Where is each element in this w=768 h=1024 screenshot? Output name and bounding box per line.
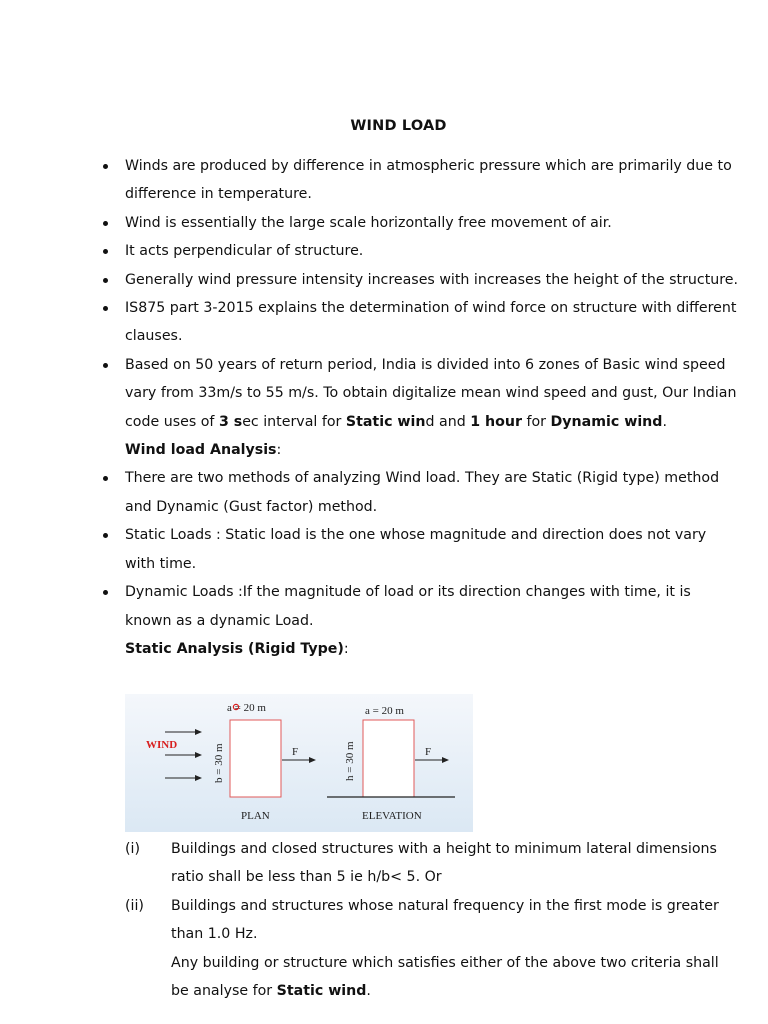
list-item-zones (100, 351, 740, 436)
list-item (100, 152, 740, 209)
heading-colon: : (276, 442, 282, 459)
heading-text: Static Analysis (Rigid Type) (125, 640, 344, 657)
list-item-text: Winds are produced by difference in atmospheric pressure which are primarily due to difference in temperature. (125, 158, 732, 203)
plan-building (230, 720, 281, 797)
bullet-dot (103, 363, 108, 368)
list-item (100, 209, 740, 237)
conclusion-text: Any building or structure which satisfies either of the above two criteria shall be analyse for (171, 954, 719, 1000)
list-item-text: IS875 part 3-2015 explains the determination of wind force on structure with different clauses. (125, 300, 737, 345)
criteria-item (125, 835, 725, 892)
zones-text: ec interval for (242, 413, 346, 430)
section-heading-analysis (100, 436, 740, 464)
list-item-text: There are two methods of analyzing Wind load. They are Static (Rigid type) method and Dynamic (Gust factor) method. (125, 470, 720, 515)
zones-text: for (521, 413, 551, 430)
elev-width-label: a = 20 m (365, 705, 404, 717)
zones-bold-dynamic: Dynamic wind (550, 413, 663, 430)
bullet-dot (103, 476, 108, 481)
heading-text: Wind load Analysis (125, 442, 277, 459)
page-title: WIND LOAD (350, 118, 447, 134)
list-item-text: Wind is essentially the large scale horizontally free movement of air. (125, 214, 612, 231)
section-heading-static (100, 635, 740, 663)
conclusion-end: . (366, 983, 371, 1000)
list-item-text: Dynamic Loads :If the magnitude of load or its direction changes with time, it is known as a dynamic Load. (125, 584, 691, 629)
elev-height-label: h = 30 m (344, 741, 356, 781)
bullet-dot (103, 278, 108, 283)
plan-height-label: b = 30 m (213, 743, 225, 783)
bullet-dot (103, 164, 108, 169)
plan-caption: PLAN (241, 810, 270, 822)
conclusion-bold: Static wind (276, 983, 367, 1000)
bullet-list (100, 152, 740, 663)
criteria-number: (i) (125, 841, 141, 857)
zones-bold-hour: 1 hour (470, 413, 522, 430)
plan-elevation-diagram (125, 694, 473, 832)
conclusion-paragraph (125, 949, 725, 1006)
heading-colon: : (343, 640, 349, 657)
list-item (100, 464, 740, 521)
criteria-item (125, 892, 725, 949)
list-item (100, 237, 740, 265)
criteria-number: (ii) (125, 897, 144, 914)
bullet-dot (103, 533, 108, 538)
zones-text: Based on 50 years of return period, India is divided into 6 zones of Basic wind speed vary from 33m/s to 55 m/s. To obtain digitalize mean wind speed and gust, Our Indian code uses of (125, 356, 737, 430)
elevation-caption: ELEVATION (362, 810, 422, 822)
plan-width-label: a = 20 m (227, 702, 266, 714)
list-item (100, 266, 740, 294)
list-item (100, 294, 740, 351)
elev-force-label: F (425, 746, 432, 758)
elevation-building (363, 720, 414, 797)
criteria-text: Buildings and structures whose natural frequency in the first mode is greater than 1.0 Hz. (171, 897, 719, 943)
zones-bold-static: Static win (345, 413, 426, 430)
bullet-dot (103, 590, 108, 595)
list-item-text: Generally wind pressure intensity increases with increases the height of the structure. (125, 271, 739, 288)
zones-bold-3s: 3 s (218, 413, 243, 430)
bullet-dot (103, 249, 108, 254)
zones-text: . (662, 413, 667, 430)
list-item-text: Static Loads : Static load is the one whose magnitude and direction does not vary with time. (125, 527, 707, 572)
criteria-list (125, 835, 725, 1005)
wind-load-figure (125, 694, 473, 832)
wind-label: WIND (146, 739, 178, 751)
list-item-text: It acts perpendicular of structure. (125, 243, 364, 260)
plan-force-label: F (292, 746, 299, 758)
list-item (100, 521, 740, 578)
zones-text: d and (425, 413, 471, 430)
criteria-text: Buildings and closed structures with a height to minimum lateral dimensions ratio shall be less than 5 ie h/b< 5. Or (171, 841, 717, 886)
list-item (100, 578, 740, 635)
bullet-dot (103, 306, 108, 311)
bullet-dot (103, 221, 108, 226)
